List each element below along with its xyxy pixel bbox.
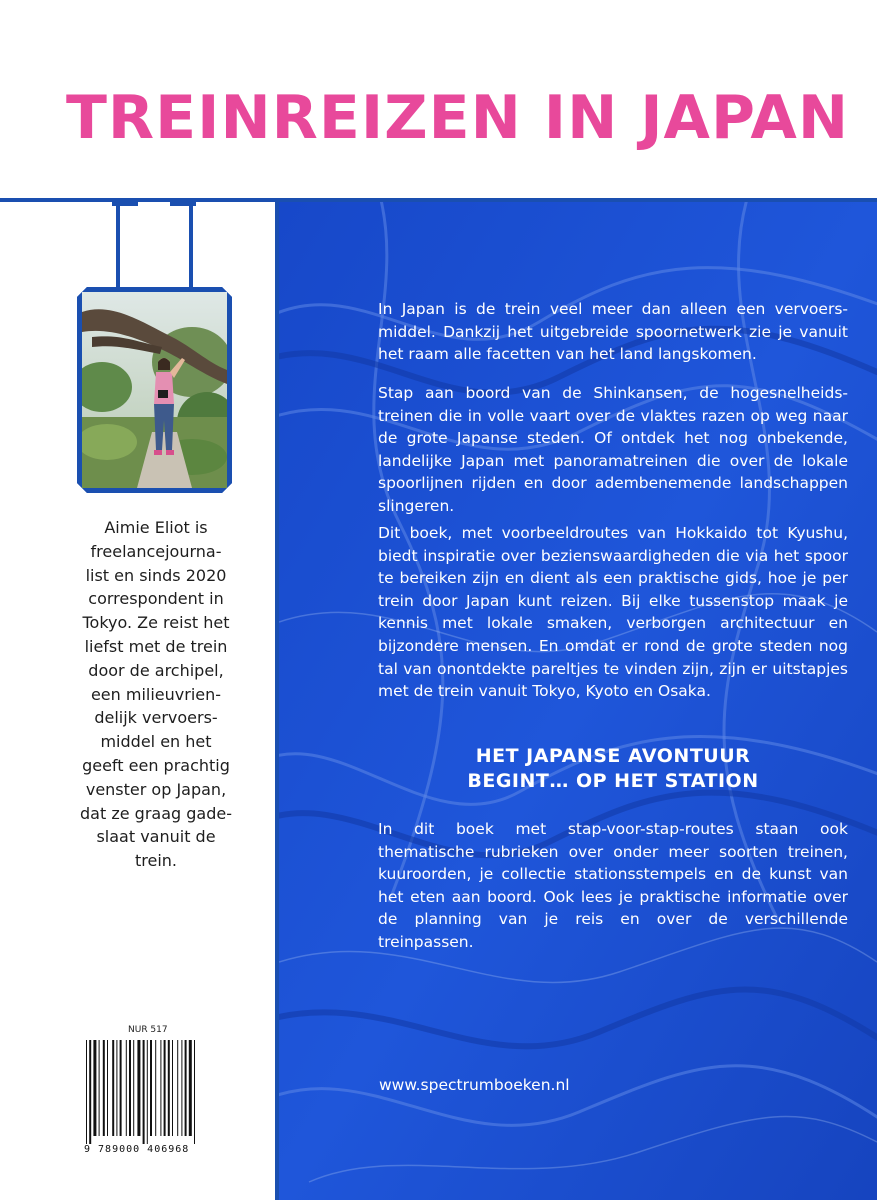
author-photo (82, 292, 227, 488)
barcode-bar (129, 1040, 131, 1136)
blurb-paragraph-3: Dit boek, met voorbeeldroutes van Hokkaido tot Kyushu, biedt inspiratie over bezienswaardigheden die via het spoor te bereiken zijn en dient als een praktische gids, hoe je per trein door Japan kunt reizen. Bij elke tussenstop maak je kennis met lokale smaken, verborgen architectuur en bijzondere mensen. En omdat er rond de grote steden nog tal van onontdekte pareltjes te vinden zijn, zijn er uitstapjes met de trein vanuit Tokyo, Kyoto en Osaka. (378, 524, 848, 701)
barcode-bar (147, 1040, 148, 1144)
blurb-paragraph-2: Stap aan boord van de Shinkansen, de hogesnelheidstreinen die in volle vaart over de vlaktes razen op weg naar de grote Japanse steden. Of ontdek het nog onbekende, landelijke Japan met panoramatreinen die over de lokale spoorlijnen rijden en door adembenemende landschappen slingeren. (378, 384, 848, 515)
barcode-bar (164, 1040, 166, 1136)
nur-code: NUR 517 (128, 1025, 168, 1035)
barcode-bar (150, 1040, 152, 1136)
barcode-bar (137, 1040, 140, 1136)
barcode-bar (126, 1040, 127, 1136)
blurb-subheading: HET JAPANSE AVONTUUR BEGINT… OP HET STATION (467, 745, 759, 792)
barcode-bar (143, 1040, 145, 1144)
barcode-bar (185, 1040, 187, 1136)
barcode-bar (194, 1040, 195, 1144)
publisher-website: www.spectrumboeken.nl (379, 1076, 570, 1094)
author-bio: Aimie Eliot is freelancejourna- list en sinds 2020 correspondent in Tokyo. Ze reist het liefst met de trein door de archipel, een milieuvrien- delijk vervoers- middel en het geeft een prachtig venster op Japan, dat ze graag gade- slaat vanuit de trein. (80, 518, 232, 871)
blurb-paragraph-4: In dit boek met stap-voor-stap-routes staan ook thematische rubrieken over onder meer soorten treinen, kuuroorden, je collectie stationsstempels en de kunst van het eten aan boord. Ook lees je praktische informatie over de planning van je reis en over de verschillende treinpassen. (378, 820, 848, 951)
barcode-bar (86, 1040, 87, 1144)
book-title: TREINREIZEN IN JAPAN (66, 83, 850, 153)
isbn-barcode (84, 1040, 228, 1144)
barcode-bar (107, 1040, 108, 1136)
barcode-bar (177, 1040, 178, 1136)
barcode-bar (160, 1040, 161, 1136)
barcode-bar (133, 1040, 134, 1136)
barcode-bar (155, 1040, 156, 1136)
isbn-number: 9 789000 406968 (84, 1144, 190, 1155)
barcode-bar (112, 1040, 114, 1136)
barcode-bar (181, 1040, 182, 1136)
hanger-right (189, 202, 193, 292)
barcode-bar (116, 1040, 117, 1136)
barcode-bar (189, 1040, 192, 1136)
barcode-bar (93, 1040, 96, 1136)
hanger-left (116, 202, 120, 292)
barcode-bar (120, 1040, 122, 1136)
blurb-paragraph-1: In Japan is de trein veel meer dan alleen een vervoersmiddel. Dankzij het uitgebreide spoornetwerk zie je vanuit het raam alle facetten van het land langskomen. (378, 300, 848, 364)
barcode-bar (172, 1040, 173, 1136)
barcode-bar (103, 1040, 105, 1136)
barcode-bar (89, 1040, 91, 1144)
barcode-bar (168, 1040, 170, 1136)
barcode-bar (99, 1040, 100, 1136)
author-photo-frame (77, 287, 232, 493)
